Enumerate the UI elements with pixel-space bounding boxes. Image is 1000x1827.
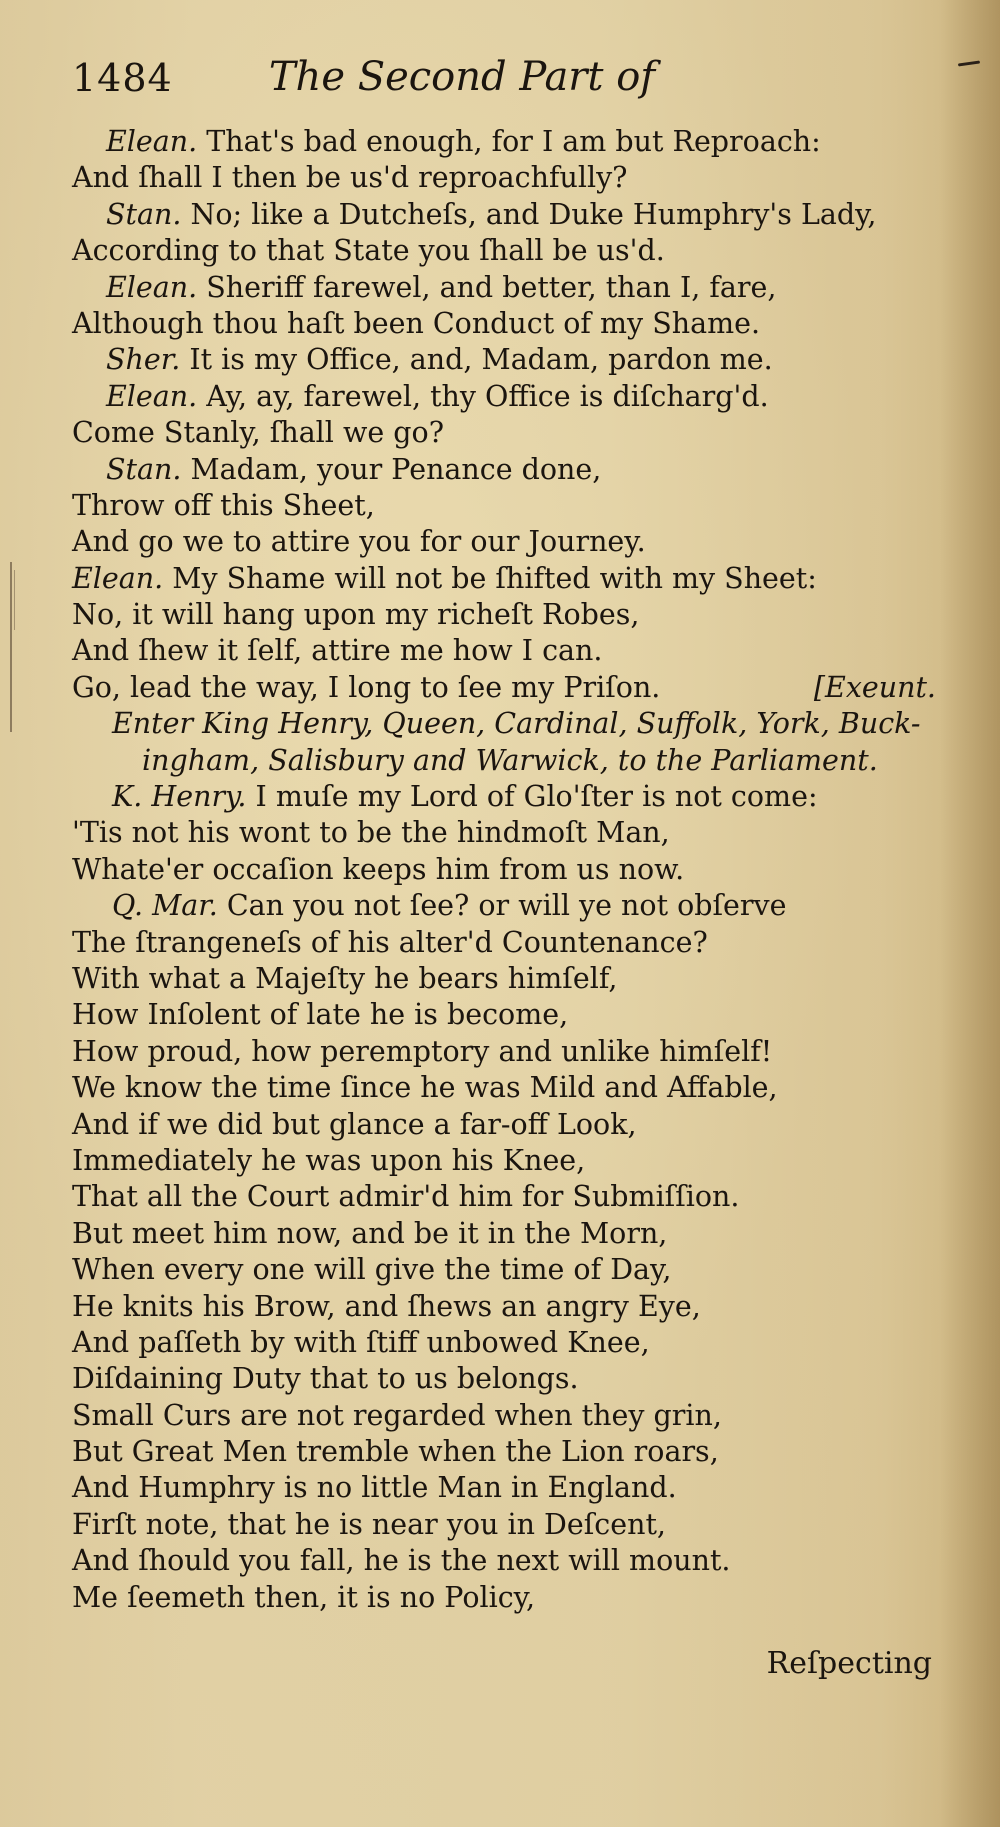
verse-text: Small Curs are not regarded when they grin, (72, 1398, 722, 1432)
speaker-name: Q. Mar. (112, 889, 218, 923)
verse-text: And ſhould you fall, he is the next will mount. (72, 1544, 731, 1578)
text-line (72, 1179, 942, 1215)
verse-text: Whate'er occaſion keeps him from us now. (72, 852, 685, 886)
verse-text: And ſhall I then be us'd reproachfully? (72, 161, 628, 195)
text-line (72, 124, 942, 160)
text-line (72, 1143, 942, 1179)
verse-text: He knits his Brow, and ſhews an angry Eye, (72, 1289, 701, 1323)
verse-text: Go, lead the way, I long to ſee my Priſon. (72, 670, 661, 704)
verse-text: Come Stanly, ſhall we go? (72, 416, 444, 450)
text-line (72, 925, 942, 961)
speaker-name: Stan. (106, 197, 182, 231)
text-line (72, 1252, 942, 1288)
verse-text: According to that State you ſhall be us'd. (72, 234, 665, 268)
catchword: Reſpecting (766, 1646, 932, 1681)
text-line (72, 1470, 942, 1506)
verse-text: Although thou haſt been Conduct of my Shame. (72, 306, 761, 340)
text-line (72, 160, 942, 196)
verse-text: That all the Court admir'd him for Submiſſion. (72, 1180, 740, 1214)
verse-text: Sheriff farewel, and better, than I, fare, (206, 270, 777, 304)
speaker-name: Stan. (106, 452, 182, 486)
verse-text: And if we did but glance a far-off Look, (72, 1107, 637, 1141)
text-line (72, 1325, 942, 1361)
verse-text: It is my Office, and, Madam, pardon me. (189, 343, 773, 377)
text-line (72, 561, 942, 597)
text-line (72, 779, 942, 815)
text-line (72, 1398, 942, 1434)
verse-text: And ſhew it ſelf, attire me how I can. (72, 634, 603, 668)
margin-pencil-tick (14, 570, 15, 630)
verse-text: When every one will give the time of Day, (72, 1253, 672, 1287)
text-line (72, 488, 942, 524)
page-header (72, 52, 932, 112)
verse-text: How proud, how peremptory and unlike himſelf! (72, 1034, 773, 1068)
text-line (72, 1507, 942, 1543)
text-line (72, 1289, 942, 1325)
verse-text: And go we to attire you for our Journey. (72, 525, 646, 559)
verse-text: How Inſolent of late he is become, (72, 998, 569, 1032)
text-line (72, 597, 942, 633)
verse-text: ingham, Salisbury and Warwick, to the Parliament. (142, 743, 878, 777)
verse-text: But meet him now, and be it in the Morn, (72, 1216, 668, 1250)
verse-text: No, it will hang upon my richeſt Robes, (72, 598, 640, 632)
verse-text: My Shame will not be ſhifted with my Sheet: (172, 561, 817, 595)
verse-text: With what a Majeſty he bears himſelf, (72, 961, 618, 995)
text-line (72, 706, 942, 742)
verse-text: No; like a Dutcheſs, and Duke Humphry's Lady, (190, 197, 877, 231)
verse-text: Can you not ſee? or will ye not obſerve (226, 889, 787, 923)
text-line (72, 670, 942, 706)
text-line (72, 452, 942, 488)
verse-text: And Humphry is no little Man in England. (72, 1471, 677, 1505)
verse-text: We know the time ſince he was Mild and Affable, (72, 1071, 778, 1105)
text-line (72, 306, 942, 342)
speaker-name: K. Henry. (112, 780, 247, 814)
speaker-name: Elean. (106, 379, 198, 413)
verse-text: The ſtrangeneſs of his alter'd Countenance? (72, 925, 708, 959)
text-line (72, 888, 942, 924)
verse-text: Firſt note, that he is near you in Deſcent, (72, 1507, 666, 1541)
text-line (72, 270, 942, 306)
verse-text: I muſe my Lord of Glo'ſter is not come: (255, 780, 818, 814)
speaker-name: Sher. (106, 343, 181, 377)
text-line (72, 961, 942, 997)
text-line (72, 233, 942, 269)
speaker-name: Elean. (106, 270, 198, 304)
verse-text: Me ſeemeth then, it is no Policy, (72, 1580, 536, 1614)
running-title: The Second Part of (268, 54, 656, 100)
text-line (72, 1216, 942, 1252)
text-line (72, 379, 942, 415)
speaker-name: Elean. (72, 561, 164, 595)
verse-text: Throw off this Sheet, (72, 488, 375, 522)
text-line (72, 1434, 942, 1470)
verse-text: Diſdaining Duty that to us belongs. (72, 1362, 579, 1396)
verse-text: But Great Men tremble when the Lion roars, (72, 1435, 719, 1469)
text-line (72, 197, 942, 233)
text-block (72, 124, 942, 1616)
text-line (72, 415, 942, 451)
text-line (72, 1580, 942, 1616)
text-line (72, 1107, 942, 1143)
stage-direction-exeunt: [Exeunt. (813, 670, 936, 704)
text-line (72, 852, 942, 888)
margin-pencil-mark (10, 562, 12, 732)
verse-text: That's bad enough, for I am but Reproach: (206, 125, 821, 158)
text-line (72, 524, 942, 560)
text-line (72, 633, 942, 669)
verse-text: 'Tis not his wont to be the hindmoſt Man, (72, 816, 670, 850)
text-line (72, 342, 942, 378)
text-line (72, 1543, 942, 1579)
text-line (72, 1070, 942, 1106)
verse-text: Madam, your Penance done, (190, 452, 602, 486)
page-number: 1484 (72, 56, 173, 100)
text-line (72, 1034, 942, 1070)
page-edge-shadow (940, 0, 1000, 1827)
verse-text: Enter King Henry, Queen, Cardinal, Suffolk, York, Buck- (112, 707, 921, 741)
speaker-name: Elean. (106, 125, 198, 158)
text-line (72, 743, 942, 779)
text-line (72, 1361, 942, 1397)
text-line (72, 997, 942, 1033)
verse-text: Immediately he was upon his Knee, (72, 1143, 586, 1177)
text-line (72, 815, 942, 851)
verse-text: Ay, ay, farewel, thy Office is diſcharg'd. (206, 379, 769, 413)
verse-text: And paſſeth by with ſtiff unbowed Knee, (72, 1325, 650, 1359)
